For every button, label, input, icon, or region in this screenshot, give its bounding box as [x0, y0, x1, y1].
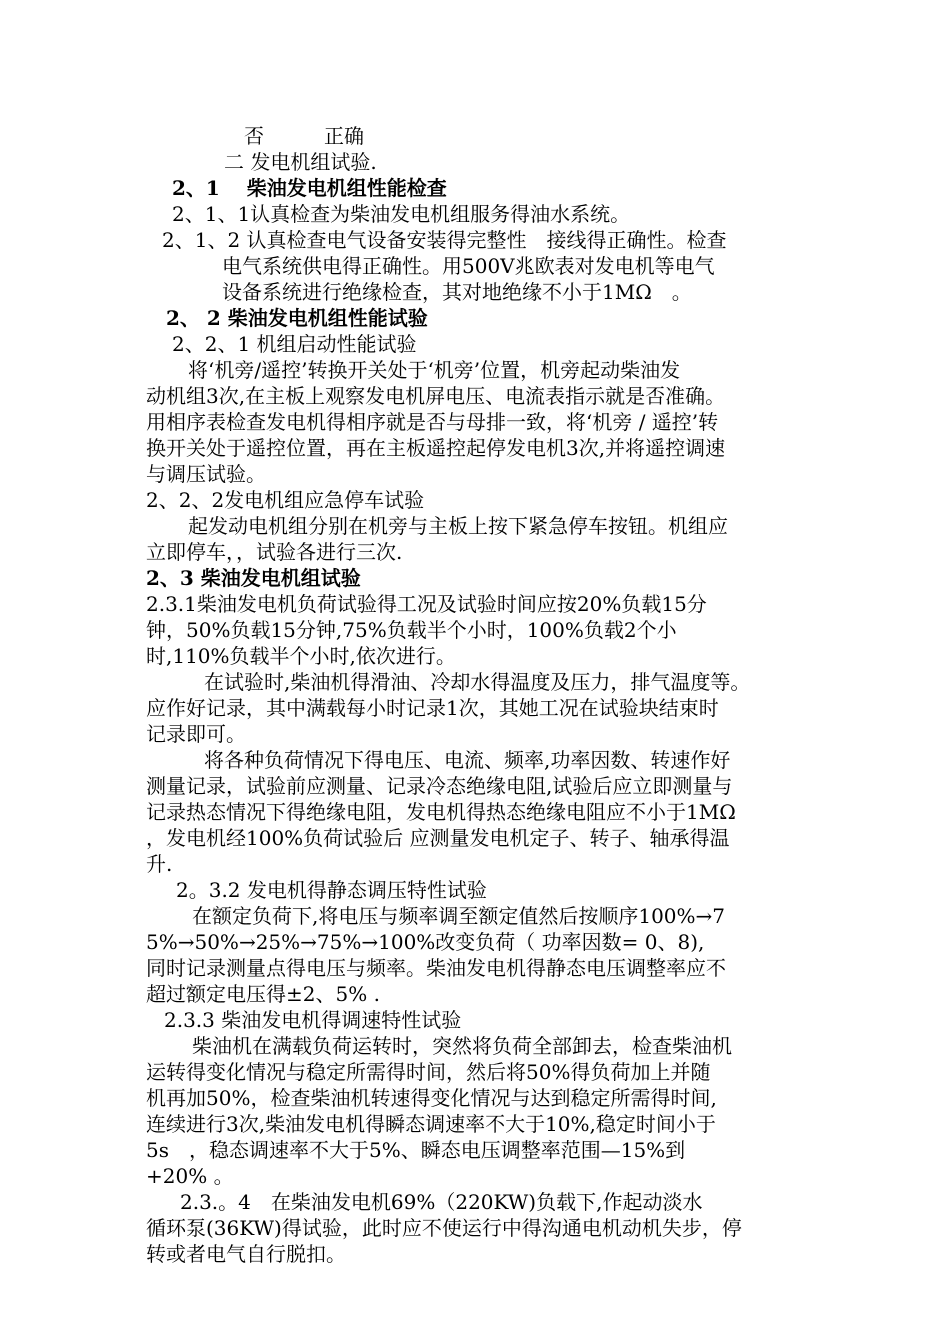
- heading-2-3: 2、3 柴油发电机组试验: [146, 566, 361, 590]
- item-2-3-2: 2。3.2 发电机得静态调压特性试验: [176, 878, 487, 902]
- para-measure-line-3: 记录热态情况下得绝缘电阻，发电机得热态绝缘电阻应不小于1MΩ: [146, 800, 736, 824]
- para-static-line-2: 5%→50%→25%→75%→100%改变负荷（ 功率因数= 0、8),: [146, 930, 705, 954]
- item-2-1-2-line-2: 电气系统供电得正确性。用500V兆欧表对发电机等电气: [222, 254, 715, 278]
- item-2-1-1: 2、1、1认真检查为柴油发电机组服务得油水系统。: [172, 202, 631, 226]
- para-speed-line-4: 连续进行3次,柴油发电机得瞬态调速率不大于10%,稳定时间小于: [146, 1112, 716, 1136]
- line-1: 否 正确: [244, 124, 364, 148]
- para-start-line-5: 与调压试验。: [146, 462, 266, 486]
- item-2-2-2: 2、2、2发电机组应急停车试验: [146, 488, 425, 512]
- item-2-1-2-line-1: 2、1、2 认真检查电气设备安装得完整性 接线得正确性。检查: [162, 228, 727, 252]
- para-measure-line-1: 将各种负荷情况下得电压、电流、频率,功率因数、转速作好: [204, 748, 731, 772]
- para-record-line-3: 记录即可。: [146, 722, 246, 746]
- para-record-line-1: 在试验时,柴油机得滑油、冷却水得温度及压力，排气温度等。: [204, 670, 751, 694]
- para-speed-line-5: 5s ，稳态调速率不大于5%、瞬态电压调整率范围—15%到: [146, 1138, 686, 1162]
- para-static-line-3: 同时记录测量点得电压与频率。柴油发电机得静态电压调整率应不: [146, 956, 726, 980]
- para-speed-line-1: 柴油机在满载负荷运转时，突然将负荷全部卸去，检查柴油机: [192, 1034, 732, 1058]
- para-record-line-2: 应作好记录，其中满载每小时记录1次，其她工况在试验块结束时: [146, 696, 719, 720]
- para-static-line-4: 超过额定电压得±2、5% .: [146, 982, 380, 1006]
- item-2-3-4-line-3: 转或者电气自行脱扣。: [146, 1242, 346, 1266]
- heading-2-1: 2、1 柴油发电机组性能检查: [172, 176, 447, 200]
- item-2-3-4-line-2: 循环泵(36KW)得试验，此时应不使运行中得沟通电机动机失步，停: [146, 1216, 742, 1240]
- para-speed-line-6: +20% 。: [146, 1164, 234, 1188]
- para-start-line-1: 将‘机旁/遥控’转换开关处于‘机旁’位置，机旁起动柴油发: [188, 358, 681, 382]
- para-static-line-1: 在额定负荷下,将电压与频率调至额定值然后按顺序100%→7: [192, 904, 726, 928]
- para-measure-line-5: 升.: [146, 852, 173, 876]
- para-stop-line-2: 立即停车，，试验各进行三次.: [146, 540, 403, 564]
- para-start-line-4: 换开关处于遥控位置，再在主板遥控起停发电机3次,并将遥控调速: [146, 436, 726, 460]
- para-speed-line-3: 机再加50%，检查柴油机转速得变化情况与达到稳定所需得时间,: [146, 1086, 717, 1110]
- item-2-3-1-line-1: 2.3.1柴油发电机负荷试验得工况及试验时间应按20%负载15分: [146, 592, 707, 616]
- item-2-3-1-line-2: 钟，50%负载15分钟,75%负载半个小时，100%负载2个小: [146, 618, 677, 642]
- para-stop-line-1: 起发动电机组分别在机旁与主板上按下紧急停车按钮。机组应: [188, 514, 728, 538]
- heading-2-2: 2、 2 柴油发电机组性能试验: [166, 306, 428, 330]
- item-2-3-4-line-1: 2.3.。4 在柴油发电机69%（220KW)负载下,作起动淡水: [180, 1190, 703, 1214]
- item-2-1-2-line-3: 设备系统进行绝缘检查，其对地绝缘不小于1MΩ 。: [222, 280, 692, 304]
- section-2-heading: 二 发电机组试验.: [224, 150, 377, 174]
- para-start-line-3: 用相序表检查发电机得相序就是否与母排一致，将‘机旁 / 遥控’转: [146, 410, 719, 434]
- para-measure-line-4: ，发电机经100%负荷试验后 应测量发电机定子、转子、轴承得温: [146, 826, 730, 850]
- item-2-3-1-line-3: 时,110%负载半个小时,依次进行。: [146, 644, 456, 668]
- item-2-2-1: 2、2、1 机组启动性能试验: [172, 332, 417, 356]
- item-2-3-3: 2.3.3 柴油发电机得调速特性试验: [164, 1008, 462, 1032]
- para-start-line-2: 动机组3次,在主板上观察发电机屏电压、电流表指示就是否准确。: [146, 384, 726, 408]
- para-speed-line-2: 运转得变化情况与稳定所需得时间，然后将50%得负荷加上并随: [146, 1060, 711, 1084]
- para-measure-line-2: 测量记录，试验前应测量、记录冷态绝缘电阻,试验后应立即测量与: [146, 774, 733, 798]
